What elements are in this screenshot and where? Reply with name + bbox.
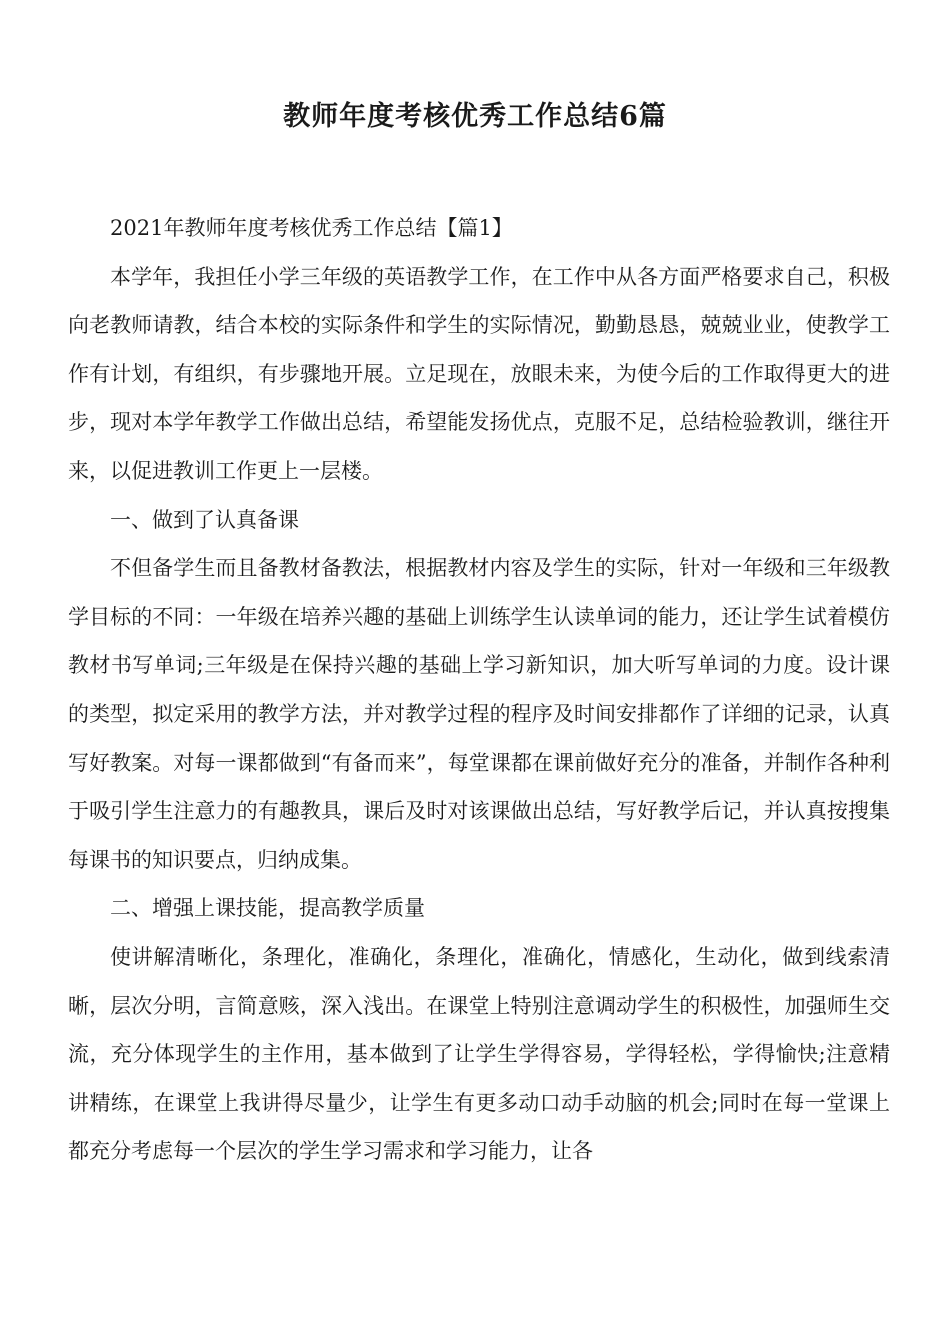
paragraph: 本学年，我担任小学三年级的英语教学工作，在工作中从各方面严格要求自己，积极向老教师请教，结合本校的实际条件和学生的实际情况，勤勤恳恳，兢兢业业，使教学工作有计划，有组织，有步骤地开展。立足现在，放眼未来，为使今后的工作取得更大的进步，现对本学年教学工作做出总结，希望能发扬优点，克服不足，总结检验教训，继往开来，以促进教训工作更上一层楼。 xyxy=(68,264,890,483)
paragraph: 不但备学生而且备教材备教法，根据教材内容及学生的实际，针对一年级和三年级教学目标的不同：一年级在培养兴趣的基础上训练学生认读单词的能力，还让学生试着模仿教材书写单词;三年级是在保持兴趣的基础上学习新知识，加大听写单词的力度。设计课的类型，拟定采用的教学方法，并对教学过程的程序及时间安排都作了详细的记录，认真写好教案。对每一课都做到“有备而来”，每堂课都在课前做好充分的准备，并制作各种利于吸引学生注意力的有趣教具，课后及时对该课做出总结，写好教学后记，并认真按搜集每课书的知识要点，归纳成集。 xyxy=(68,556,890,872)
section-heading: 2021年教师年度考核优秀工作总结【篇1】 xyxy=(110,216,513,240)
subsection-heading: 二、增强上课技能，提高教学质量 xyxy=(110,896,425,921)
subsection-heading: 一、做到了认真备课 xyxy=(110,507,299,532)
document-body xyxy=(68,204,890,1176)
document-title: 教师年度考核优秀工作总结6篇 xyxy=(283,101,667,132)
paragraph: 使讲解清晰化，条理化，准确化，条理化，准确化，情感化，生动化，做到线索清晰，层次分明，言简意赅，深入浅出。在课堂上特别注意调动学生的积极性，加强师生交流，充分体现学生的主作用，基本做到了让学生学得容易，学得轻松，学得愉快;注意精讲精练，在课堂上我讲得尽量少，让学生有更多动口动手动脑的机会;同时在每一堂课上都充分考虑每一个层次的学生学习需求和学习能力，让各 xyxy=(68,944,890,1164)
